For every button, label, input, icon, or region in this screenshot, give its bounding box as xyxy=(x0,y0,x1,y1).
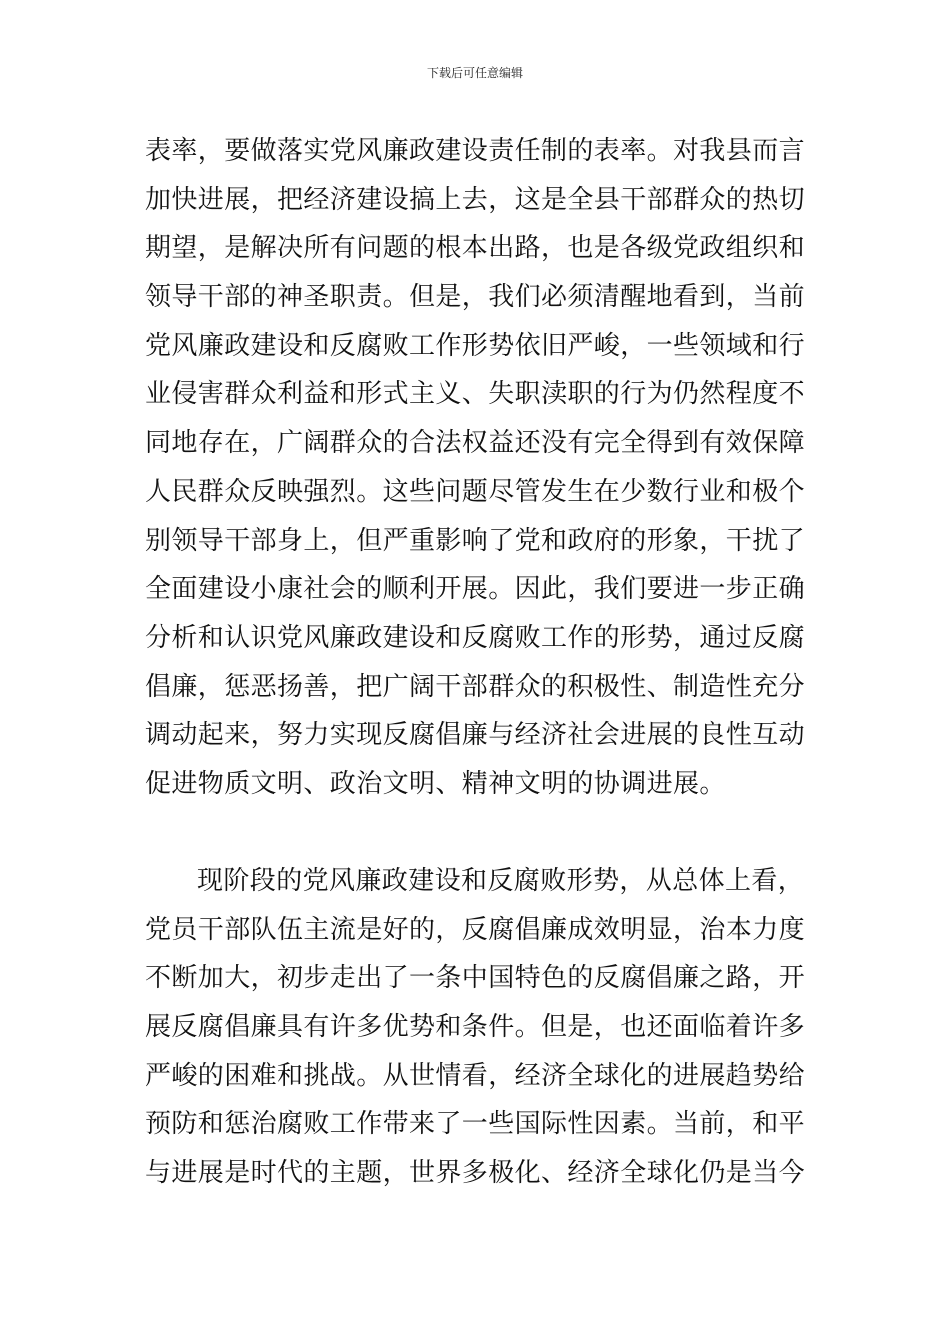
text-line: 倡廉，惩恶扬善，把广阔干部群众的积极性、制造性充分 xyxy=(145,671,805,702)
text-line: 严峻的困难和挑战。从世情看，经济全球化的进展趋势给 xyxy=(145,1060,805,1091)
paragraph-2 xyxy=(145,857,805,1198)
text-line: 党风廉政建设和反腐败工作形势依旧严峻，一些领域和行 xyxy=(145,330,805,361)
text-line: 业侵害群众利益和形式主义、失职渎职的行为仍然程度不 xyxy=(145,379,805,410)
text-line: 展反腐倡廉具有许多优势和条件。但是，也还面临着许多 xyxy=(145,1012,805,1043)
text-line: 党员干部队伍主流是好的，反腐倡廉成效明显，治本力度 xyxy=(145,914,805,945)
text-line: 与进展是时代的主题，世界多极化、经济全球化仍是当今 xyxy=(145,1158,805,1189)
text-line: 分析和认识党风廉政建设和反腐败工作的形势，通过反腐 xyxy=(145,622,805,653)
text-line: 不断加大，初步走出了一条中国特色的反腐倡廉之路，开 xyxy=(145,963,805,994)
text-line-indented: 现阶段的党风廉政建设和反腐败形势，从总体上看， xyxy=(197,866,805,896)
text-line: 表率，要做落实党风廉政建设责任制的表率。对我县而言 xyxy=(145,136,805,166)
text-line: 领导干部的神圣职责。但是，我们必须清醒地看到，当前 xyxy=(145,282,805,313)
text-line: 人民群众反映强烈。这些问题尽管发生在少数行业和极个 xyxy=(145,476,805,507)
text-line: 促进物质文明、政治文明、精神文明的协调进展。 xyxy=(145,768,726,799)
text-line: 调动起来，努力实现反腐倡廉与经济社会进展的良性互动 xyxy=(145,720,805,751)
text-line: 别领导干部身上，但严重影响了党和政府的形象，干扰了 xyxy=(145,525,805,556)
paragraph-1 xyxy=(145,127,805,809)
text-line: 期望，是解决所有问题的根本出路，也是各级党政组织和 xyxy=(145,233,805,264)
text-line: 同地存在，广阔群众的合法权益还没有完全得到有效保障 xyxy=(145,428,805,459)
text-line: 加快进展，把经济建设搞上去，这是全县干部群众的热切 xyxy=(145,184,805,215)
text-line: 预防和惩治腐败工作带来了一些国际性因素。当前，和平 xyxy=(145,1109,805,1140)
text-line: 全面建设小康社会的顺利开展。因此，我们要进一步正确 xyxy=(145,574,805,605)
page-header-note: 下载后可任意编辑 xyxy=(426,66,523,80)
